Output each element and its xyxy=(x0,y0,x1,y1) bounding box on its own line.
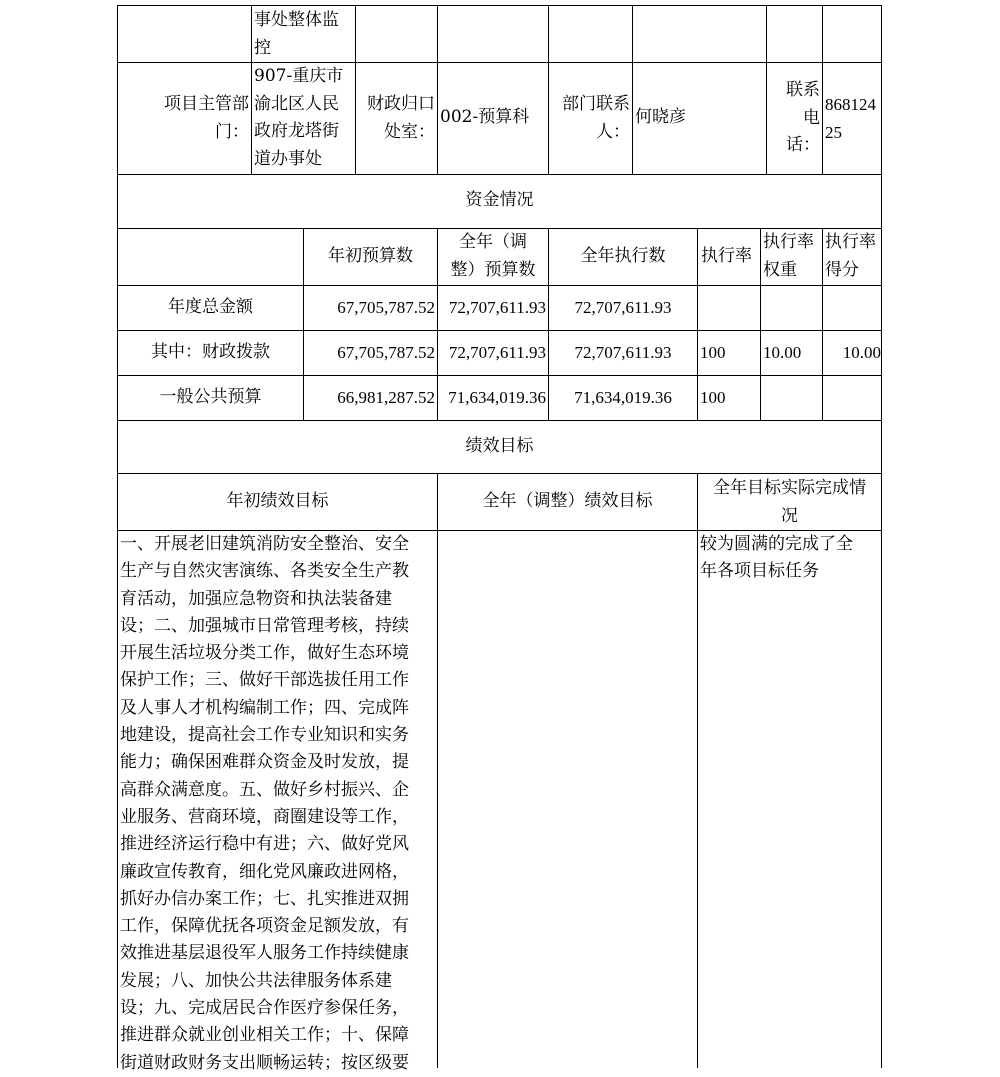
funds-adjusted-value: 72,707,611.93 xyxy=(448,343,546,362)
funds-row-label: 一般公共预算 xyxy=(159,387,262,407)
dept-value: 907-重庆市 渝北区人民 政府龙塔街 道办事处 xyxy=(254,66,344,169)
header-rate-weight: 执行率 权重 xyxy=(763,232,814,280)
funds-weight-value: 10.00 xyxy=(763,343,802,362)
funds-row-label: 其中：财政拨款 xyxy=(151,342,270,362)
funds-executed-value: 72,707,611.93 xyxy=(574,343,672,362)
office-value: 002-预算科 xyxy=(440,107,530,127)
col-divider xyxy=(355,5,356,174)
actual-completion-text: 较为圆满的完成了全 年各项目标任务 xyxy=(700,534,853,582)
row-divider xyxy=(117,62,882,63)
row-divider xyxy=(117,420,882,421)
funds-adjusted-value: 71,634,019.36 xyxy=(448,388,546,407)
funds-initial-value: 67,705,787.52 xyxy=(337,343,435,362)
header-executed: 全年执行数 xyxy=(580,246,666,266)
header-rate-score: 执行率 得分 xyxy=(825,232,876,280)
phone-value: 868124 25 xyxy=(825,95,876,142)
col-divider xyxy=(822,5,823,174)
header-initial-budget: 年初预算数 xyxy=(328,246,413,266)
header-adjusted-budget: 全年（调 整）预算数 xyxy=(450,232,536,280)
row-divider xyxy=(117,285,882,286)
performance-section-title: 绩效目标 xyxy=(465,436,534,456)
funds-initial-value: 66,981,287.52 xyxy=(337,388,435,407)
col-divider xyxy=(437,5,438,174)
header-rate: 执行率 xyxy=(701,246,752,266)
row-divider xyxy=(117,174,882,175)
col-divider xyxy=(251,5,252,174)
table-left-border xyxy=(117,5,118,1068)
row-divider xyxy=(117,473,882,474)
col-divider xyxy=(697,228,698,420)
funds-rate-value: 100 xyxy=(700,343,726,362)
funds-row-label: 年度总金额 xyxy=(168,297,253,317)
col-divider xyxy=(766,5,767,174)
header-actual-completion: 全年目标实际完成情 况 xyxy=(713,478,866,526)
funds-rate-value: 100 xyxy=(700,388,726,407)
row-divider xyxy=(117,375,882,376)
funds-executed-value: 71,634,019.36 xyxy=(574,388,672,407)
initial-goals-text: 一、开展老旧建筑消防安全整治、安全 生产与自然灾害演练、各类安全生产教 育活动，加强应急物资和执法装备建 设；二、加强城市日常管理考核，持续 开展生活垃圾分类工作，做好生态环境 保护工作；三、做好干部选拔任用工作 及人事人才机构编制工作；四、完成阵 地建设，提高社会工作专业知识和实务 能力；确保困难群众资金及时发放，提 高群众满意度。五、做好乡村振兴、企 业服务、营商环境，商圈建设等工作， 推进经济运行稳中有进；六、做好党风 廉政宣传教育，细化党风廉政进网格， 抓好办信办案工作；七、扎实推进双拥 工作，保障优抚各项资金足额发放，有 效推进基层退役军人服务工作持续健康 发展；八、加快公共法律服务体系建 设；九、完成居民合作医疗参保任务， 推进群众就业创业相关工作；十、保障 街道财政财务支出顺畅运转；按区级要 xyxy=(120,534,409,1073)
funds-section-title: 资金情况 xyxy=(465,190,534,210)
funds-score-value: 10.00 xyxy=(842,343,881,362)
table-top-border xyxy=(117,5,882,6)
dept-label: 项目主管部 门： xyxy=(164,94,249,142)
header-adjusted-goals: 全年（调整）绩效目标 xyxy=(482,491,653,511)
funds-initial-value: 67,705,787.52 xyxy=(337,298,435,317)
funds-adjusted-value: 72,707,611.93 xyxy=(448,298,546,317)
phone-label: 联系 电 话： xyxy=(786,80,820,155)
office-label: 财政归口 处室： xyxy=(367,94,435,142)
contact-label: 部门联系 人： xyxy=(562,94,630,142)
col-divider xyxy=(697,473,698,1068)
funds-executed-value: 72,707,611.93 xyxy=(574,298,672,317)
row-divider xyxy=(117,330,882,331)
header-initial-goals: 年初绩效目标 xyxy=(226,491,329,511)
table-right-border xyxy=(881,5,882,1068)
contact-value: 何晓彦 xyxy=(635,107,686,127)
top-row-remainder: 事处整体监 控 xyxy=(254,10,339,58)
col-divider xyxy=(632,5,633,174)
col-divider xyxy=(548,5,549,174)
